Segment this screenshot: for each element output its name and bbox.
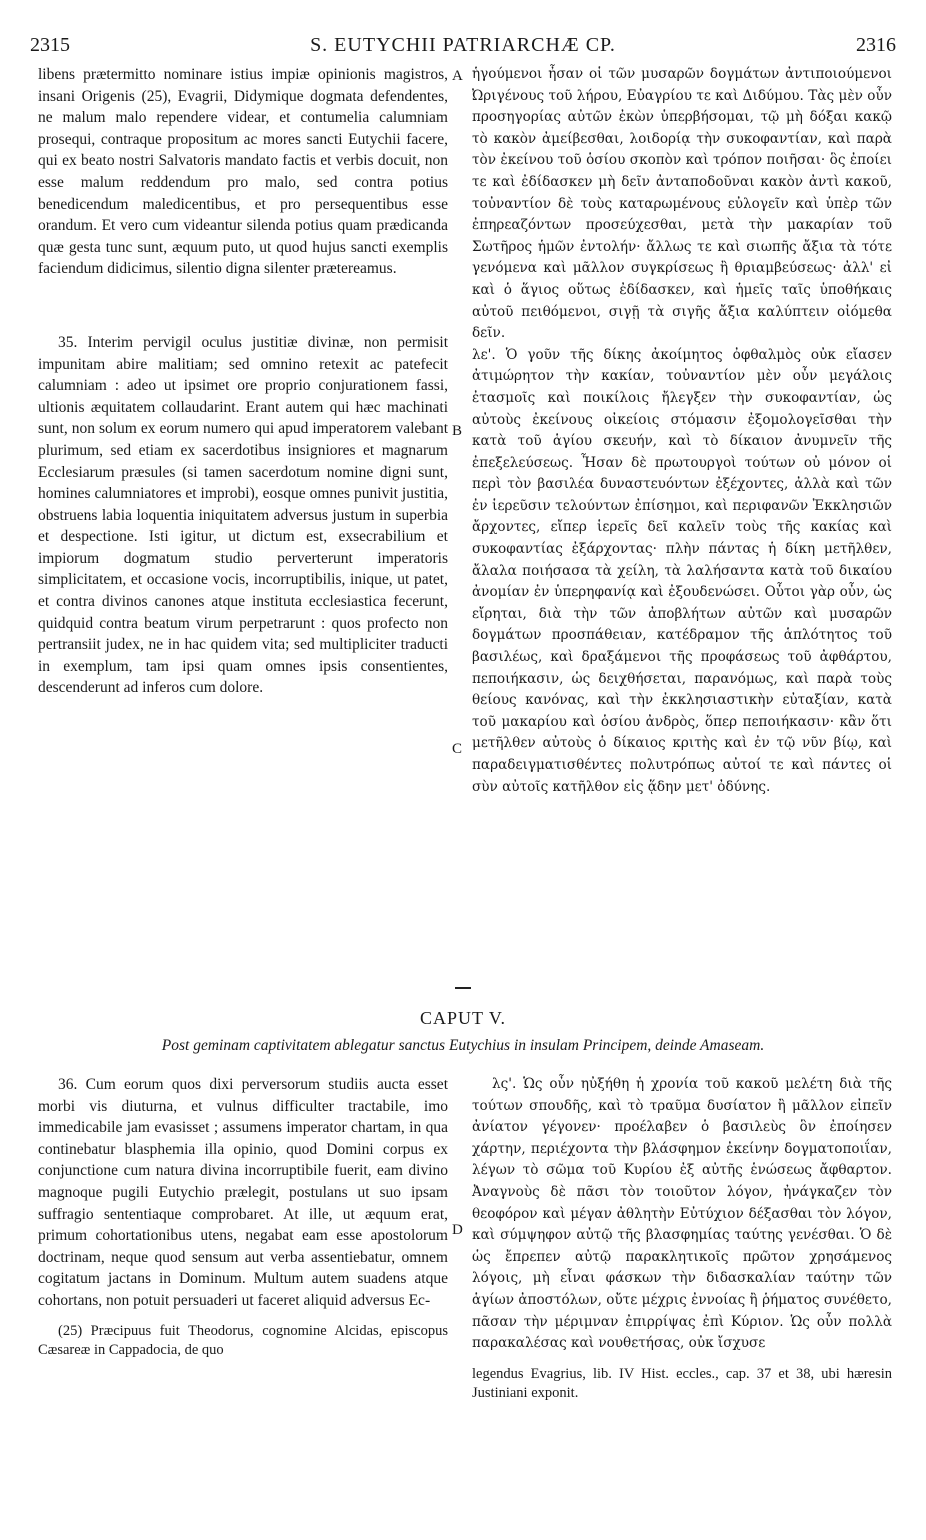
section-divider: [455, 987, 471, 989]
margin-letter-d: D: [452, 1222, 463, 1238]
latin-paragraph-36: 36. Cum eorum quos dixi perversorum studiis aucta esset morbi vis diuturna, et vulnus difficulter tractabile, imo immedicabile jam evasisset ; assumens imperator chartam, in qua continebatur blasphemia illa opinio, quod Domini corpus ex conjunctione cum natura divina incorruptibile fuerit, eam divino magnoque pugili Eutychio prælegit, postulans ut suo ipsam suffragio sententiaque comprobaret. At ille, ut æquum erat, primum cohortationibus utens, negabat eam esse apostolorum doctrinam, neque quod sensum aut verba assentiebatur, omnem cogitatum jactans in Dominum. Multum autem suadens atque cohortans, non potuit persuaderi ut faceret aliquid adversus Ec-: [38, 1076, 448, 1309]
greek-column-top: [472, 64, 892, 798]
latin-paragraph-35: 35. Interim pervigil oculus justitiæ divinæ, non permisit impunitam abire malitiam; sed omnino retexit ac patefecit calumniam : adeo ut ipsimet ore proprio conjurationem fassi, ultionis æquitatem collaudarint. Erant autem qui hæc machinati sunt, non solum ex eorum numero qui apud imperatorem valebant plurimum, sed etiam ex sacerdotibus insigniores et magnarum Ecclesiarum præsules (si tamen sacerdotum nomine digni sunt, homines calumniatores et improbi), eosque omnes punivit justitia, obstruens labia loquentia iniquitatem adversus justum in superbia et despectione. Isti igitur, ut dictum est, exsecrabilium et impiorum dogmatum studio perverterunt imperatoris simplicitatem, et occasione vocis, incorruptibilis, inique, ut patet, et contra divinos canones atque instituta ecclesiastica fecerunt, quidquid contra beatum virum perpetrarunt : quos profecto non pertransiit judex, ne in hac quidem vita; sed multipliciter traducti in exemplum, tam ipsi quam omnes ipsis consentientes, descenderunt ad inferos cum dolore.: [38, 333, 448, 697]
margin-letter-a: A: [452, 68, 463, 84]
latin-paragraph: libens prætermitto nominare istius impiæ opinionis magistros, insani Origenis (25), Evagrii, Didymique dogmata defendentes, ne malum malo rependere videar, et contumelia calumniam prosequi, contraque propositum ac mores sancti Eutychii facere, qui ex beato nostri Salvatoris mandato factis et verbis docuit, non esse malum reddendum pro malo, sed contra potius benedicendum maledicentibus, et pro persequentibus esse orandum. Et vero cum videantur silenda potius quam prædicanda quæ gesta tunc sunt, æquum puto, ut quod hujus sancti exemplis faciendum didicimus, silentio digna silenter prætereamus.: [38, 66, 448, 278]
footnote-25: (25) Præcipuus fuit Theodorus, cognomine Alcidas, episcopus Cæsareæ in Cappadocia, de quo: [38, 1322, 448, 1358]
greek-paragraph-36: λς'. Ὡς οὖν ηὐξήθη ἡ χρονία τοῦ κακοῦ μελέτη διὰ τῆς τούτων σπουδῆς, καὶ τὸ τραῦμα δυσίατον ἢ μᾶλλον εἰπεῖν ἀνίατον γέγονεν· προέλαβεν ὁ βασιλεὺς ὃν ἐποίησεν χάρτην, περιέχοντα τὴν βλάσφημον ἐκείνην δογματοποιΐαν, λέγων τὸ σῶμα τοῦ Κυρίου ἐξ αὐτῆς ἑνώσεως ἄφθαρτον. Ἀναγνοὺς δὲ πᾶσι τὸν τοιοῦτον λόγον, ἠνάγκαζεν τὸν θεοφόρον καὶ μέγαν ἀθλητὴν Εὐτύχιον δέξασθαι τὸν λόγον, καὶ σύμψηφον αὐτῷ τῆς βλασφημίας ταύτης γενέσθαι. Ὁ δὲ ὡς ἔπρεπεν αὐτῷ παρακλητικοῖς πρῶτον χρησάμενος λόγοις, μὴ εἶναι φάσκων τὴν διδασκαλίαν ταύτην τῶν ἁγίων ἀποστόλων, οὔτε μέχρις ἐννοίας ἢ ῥήματος συνέθετο, πᾶσαν τὴν μέριμναν ἐπιρρίψας ἐπὶ Κύριον. Ὡς οὖν πολλὰ παρακαλέσας καὶ νουθετήσας, οὐκ ἴσχυσε: [472, 1076, 892, 1352]
margin-letter-b: B: [452, 423, 463, 439]
left-column-number: 2315: [30, 34, 70, 56]
latin-column-top: [38, 64, 448, 699]
greek-paragraph-35: λε'. Ὁ γοῦν τῆς δίκης ἀκοίμητος ὀφθαλμὸς οὐκ εἴασεν ἀτιμώρητον τὴν κακίαν, τοὐναντίον μὲν οὖν μεγάλοις ἐτασμοῖς καὶ ποικίλοις ἤλεγξεν τὴν συκοφαντίαν, ὡς αὐτοὺς ἐκείνους οἰκείοις στόμασιν ἐξομολογεῖσθαι τὴν κατὰ τοῦ ἁγίου σκευήν, καὶ τὸ δίκαιον ἀνυμνεῖν τῆς ἐπεξελεύσεως. Ἦσαν δὲ πρωτουργοὶ τούτων οὐ μόνον οἱ περὶ τὸν βασιλέα δυναστευόντων ἐξέχοντες, ἀλλὰ καὶ τῶν ἐν ἱερεῦσιν τελούντων ἐπίσημοι, καὶ περιφανῶν Ἐκκλησιῶν ἄρχοντες, εἴπερ ἱερεῖς δεῖ καλεῖν τοὺς τῆς κακίας καὶ συκοφαντίας ἐξάρχοντας· πλὴν πάντας ἡ δίκη μετῆλθεν, ἄλαλα ποιήσασα τὰ χείλη, τὰ λαλήσαντα κατὰ τοῦ δικαίου ἀνομίαν ἐν ὑπερηφανίᾳ καὶ ἐξουδενώσει. Οὗτοι γὰρ οὖν, ὡς εἴρηται, διὰ τὴν τῶν ἀποβλήτων αὐτῶν καὶ μυσαρῶν δογμάτων προσπάθειαν, κατέδραμον τῆς ἁπλότητος τοῦ βασιλέως, καὶ δραξάμενοι τῆς προφάσεως τοῦ ἀφθάρτου, πεποιήκασιν, ὡς δειχθήσεται, παρανόμως, καὶ παρὰ τοὺς θείους κανόνας, καὶ τὴν ἐκκλησιαστικὴν εὐταξίαν, κατὰ τοῦ μακαρίου καὶ ὁσίου ἀνδρὸς, ὅπερ πεποιήκασιν· κἂν ὅτι μετῆλθεν αὐτοὺς ὁ δίκαιος κριτὴς καὶ ἐν τῷ νῦν βίῳ, καὶ παραδειγματισθέντες πολυτρόπως αὐτοί τε καὶ πάντες οἱ σὺν αὐτοῖς κατῆλθον εἰς ᾅδην μετ' ὀδύνης.: [472, 346, 892, 795]
chapter-title: CAPUT V.: [419, 1008, 507, 1028]
right-column-number: 2316: [856, 34, 896, 56]
chapter-subtitle: Post geminam captivitatem ablegatur sanctus Eutychius in insulam Principem, deinde Amaseam.: [161, 1037, 765, 1054]
margin-letter-c: C: [452, 741, 463, 757]
greek-column-bottom: [472, 1074, 892, 1403]
footnote-continuation: legendus Evagrius, lib. IV Hist. eccles., cap. 37 et 38, ubi hæresin Justiniani exponit.: [472, 1365, 892, 1401]
latin-column-bottom: [38, 1074, 448, 1360]
running-head: [30, 34, 896, 62]
greek-paragraph: ἡγούμενοι ἦσαν οἱ τῶν μυσαρῶν δογμάτων ἀντιποιούμενοι Ὠριγένους τοῦ λήρου, Εὐαγρίου τε καὶ Διδύμου. Τὰς μὲν οὖν προσηγορίας αὐτῶν ἐκὼν ὑπερβήσομαι, τῷ μὴ δόξαι κακῷ τὸ κακὸν ἀμείβεσθαι, λοιδορίᾳ τὴν συκοφαντίαν, καὶ παρὰ τὸν ἐκείνου τοῦ ὁσίου σκοπὸν καὶ τρόπον ποιῆσαι· ὃς ἐποίει τε καὶ ἐδίδασκεν μὴ δεῖν ἀνταποδοῦναι κακὸν ἀντὶ κακοῦ, τοὐναντίον δὲ τοὺς καταρωμένους εὐλογεῖν καὶ ὑπὲρ τῶν ἐπηρεαζόντων προσεύχεσθαι, μετὰ τὴν μακαρίαν τοῦ Σωτῆρος ἡμῶν ἐντολήν· ἄλλως τε καὶ σιωπῆς ἄξια τὰ τότε γενόμενα καὶ μᾶλλον συγκρίσεως ἢ θριαμβεύσεως· ἀλλ' εἰ καὶ ὁ ἅγιος οὕτως ἐδίδασκεν, καὶ ἡμεῖς ταῖς ὑποθήκαις αὐτοῦ πειθόμενοι, σιγῇ τὰ σιγῆς ἄξια καλύπτειν οἰόμεθα δεῖν.: [472, 66, 892, 342]
running-title: S. EUTYCHII PATRIARCHÆ CP.: [310, 34, 616, 56]
